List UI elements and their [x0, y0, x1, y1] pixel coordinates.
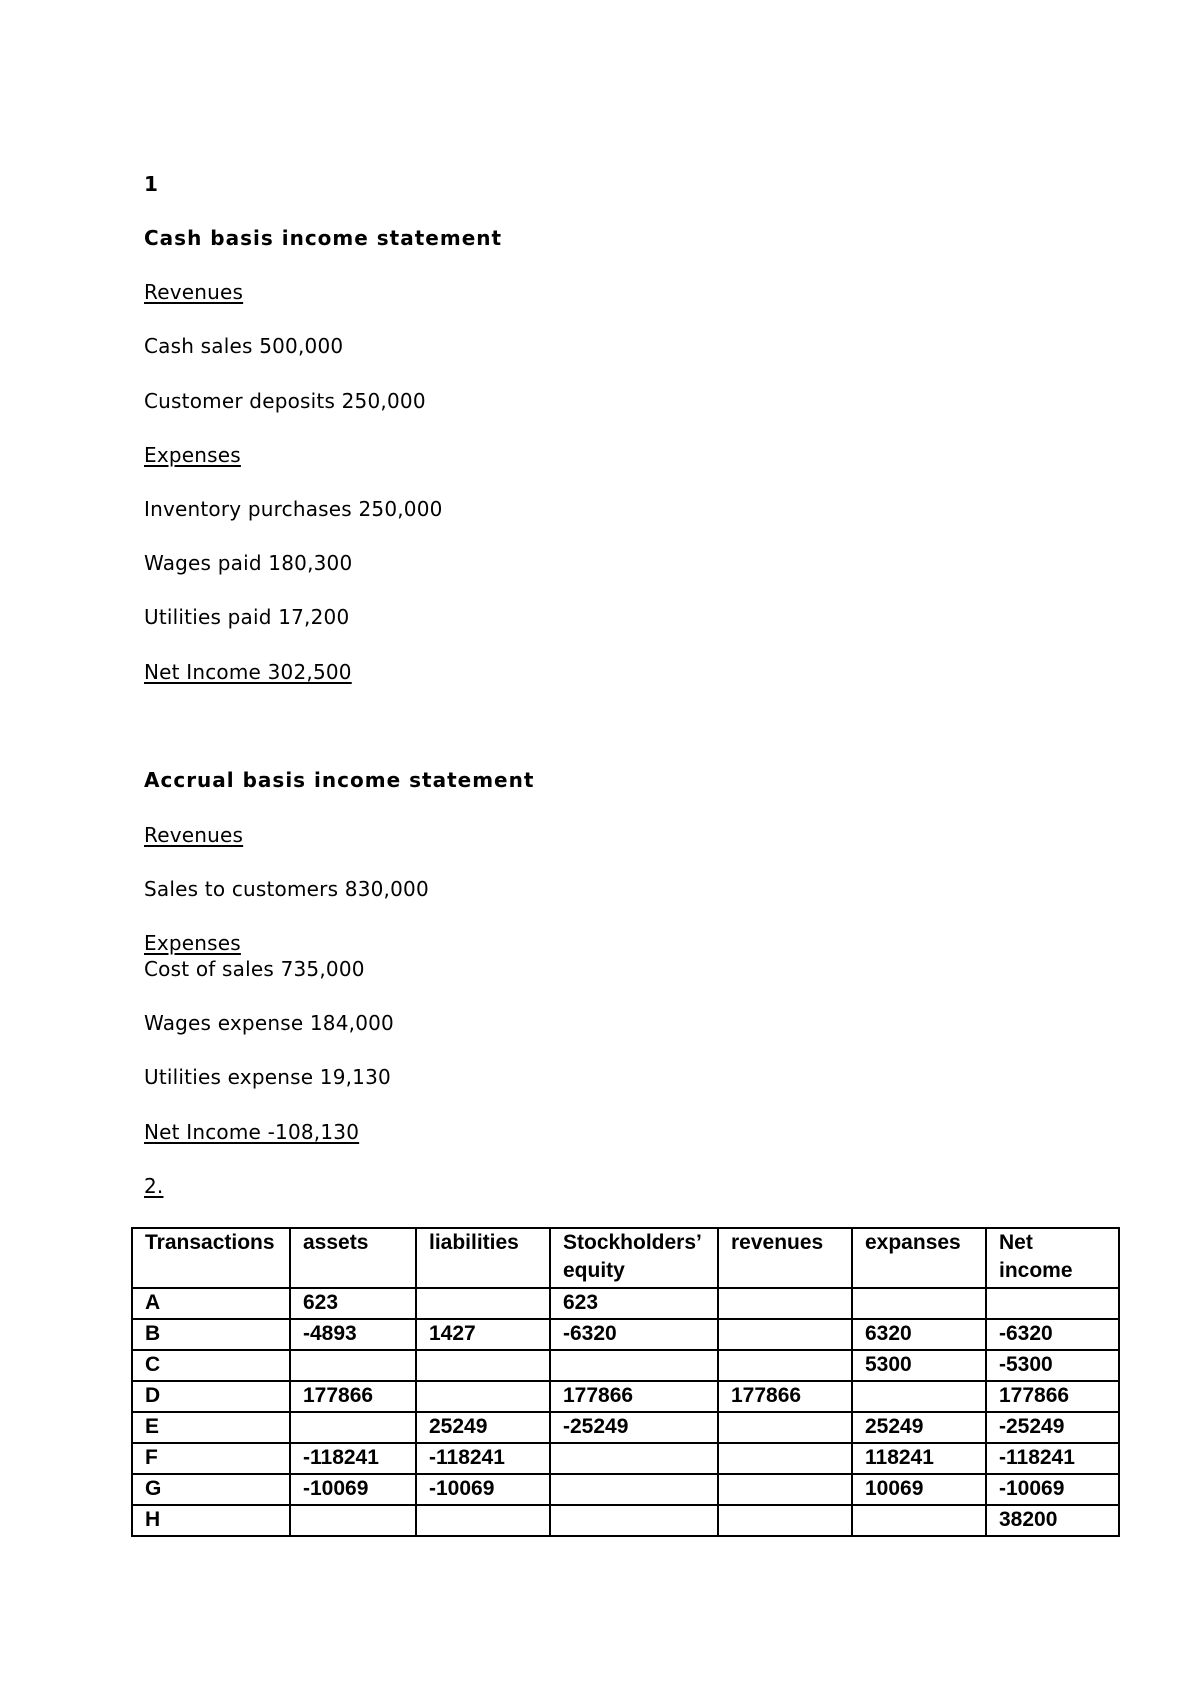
cash-expense-line: Utilities paid 17,200	[144, 605, 350, 629]
table-cell	[416, 1381, 550, 1412]
table-cell: -5300	[986, 1350, 1119, 1381]
table-cell	[416, 1288, 550, 1319]
header-net-income: Net income	[986, 1228, 1119, 1288]
header-revenues: revenues	[718, 1228, 852, 1288]
cash-statement-title: Cash basis income statement	[144, 226, 503, 250]
table-cell: A	[132, 1288, 290, 1319]
table-cell: 118241	[852, 1443, 986, 1474]
transactions-table	[131, 1227, 1120, 1537]
accrual-expense-line: Wages expense 184,000	[144, 1011, 394, 1035]
cash-revenues-heading: Revenues	[144, 280, 244, 304]
table-cell: -4893	[290, 1319, 416, 1350]
table-cell	[416, 1350, 550, 1381]
table-cell: G	[132, 1474, 290, 1505]
table-row	[132, 1319, 1119, 1350]
table-cell: -10069	[986, 1474, 1119, 1505]
table-cell: 623	[550, 1288, 718, 1319]
table-cell	[852, 1505, 986, 1536]
table-cell	[550, 1350, 718, 1381]
table-cell: -118241	[416, 1443, 550, 1474]
table-row	[132, 1443, 1119, 1474]
table-cell	[718, 1412, 852, 1443]
accrual-statement-title: Accrual basis income statement	[144, 768, 535, 792]
header-expanses: expanses	[852, 1228, 986, 1288]
table-row	[132, 1288, 1119, 1319]
table-cell: 1427	[416, 1319, 550, 1350]
table-cell: 5300	[852, 1350, 986, 1381]
cash-revenue-line: Customer deposits 250,000	[144, 389, 426, 413]
table-cell	[290, 1505, 416, 1536]
table-cell	[718, 1319, 852, 1350]
table-row	[132, 1474, 1119, 1505]
table-cell	[852, 1288, 986, 1319]
table-cell	[290, 1412, 416, 1443]
accrual-revenue-line: Sales to customers 830,000	[144, 877, 429, 901]
table-cell: 25249	[852, 1412, 986, 1443]
table-row	[132, 1350, 1119, 1381]
table-cell	[718, 1474, 852, 1505]
table-cell	[986, 1288, 1119, 1319]
table-cell: 623	[290, 1288, 416, 1319]
table-cell: -25249	[550, 1412, 718, 1443]
cash-expense-line: Inventory purchases 250,000	[144, 497, 443, 521]
table-cell: 6320	[852, 1319, 986, 1350]
header-assets: assets	[290, 1228, 416, 1288]
table-row	[132, 1412, 1119, 1443]
table-cell: E	[132, 1412, 290, 1443]
table-row	[132, 1505, 1119, 1536]
accrual-net-income: Net Income -108,130	[144, 1120, 360, 1144]
cash-net-income: Net Income 302,500	[144, 660, 352, 684]
header-liabilities: liabilities	[416, 1228, 550, 1288]
cash-expenses-heading: Expenses	[144, 443, 241, 467]
table-cell: C	[132, 1350, 290, 1381]
table-cell: -10069	[416, 1474, 550, 1505]
accrual-expense-line: Cost of sales 735,000	[144, 957, 365, 981]
accrual-revenues-heading: Revenues	[144, 823, 244, 847]
header-transactions: Transactions	[132, 1228, 290, 1288]
table-cell: F	[132, 1443, 290, 1474]
table-cell: B	[132, 1319, 290, 1350]
table-cell: 177866	[986, 1381, 1119, 1412]
table-cell: D	[132, 1381, 290, 1412]
table-cell	[290, 1350, 416, 1381]
section-1-number: 1	[144, 172, 159, 196]
accrual-expense-line: Utilities expense 19,130	[144, 1065, 391, 1089]
table-cell: -6320	[550, 1319, 718, 1350]
table-cell	[550, 1474, 718, 1505]
table-cell: -118241	[986, 1443, 1119, 1474]
header-stockholders-equity: Stockholders’ equity	[550, 1228, 718, 1288]
table-cell: 10069	[852, 1474, 986, 1505]
table-cell: 177866	[550, 1381, 718, 1412]
table-cell: 25249	[416, 1412, 550, 1443]
table-cell	[718, 1443, 852, 1474]
accrual-expenses-heading: Expenses	[144, 931, 241, 955]
cash-revenue-line: Cash sales 500,000	[144, 334, 344, 358]
table-cell	[416, 1505, 550, 1536]
table-cell	[852, 1381, 986, 1412]
table-cell: -6320	[986, 1319, 1119, 1350]
table-cell	[550, 1443, 718, 1474]
table-cell: 38200	[986, 1505, 1119, 1536]
table-row	[132, 1381, 1119, 1412]
table-header-row	[132, 1228, 1119, 1288]
table-cell	[718, 1505, 852, 1536]
table-cell: -10069	[290, 1474, 416, 1505]
table-cell: 177866	[290, 1381, 416, 1412]
table-cell: -118241	[290, 1443, 416, 1474]
table-cell: 177866	[718, 1381, 852, 1412]
table-cell	[550, 1505, 718, 1536]
table-cell: -25249	[986, 1412, 1119, 1443]
table-cell	[718, 1350, 852, 1381]
section-2-number: 2.	[144, 1174, 164, 1198]
table-cell	[718, 1288, 852, 1319]
cash-expense-line: Wages paid 180,300	[144, 551, 353, 575]
table-cell: H	[132, 1505, 290, 1536]
